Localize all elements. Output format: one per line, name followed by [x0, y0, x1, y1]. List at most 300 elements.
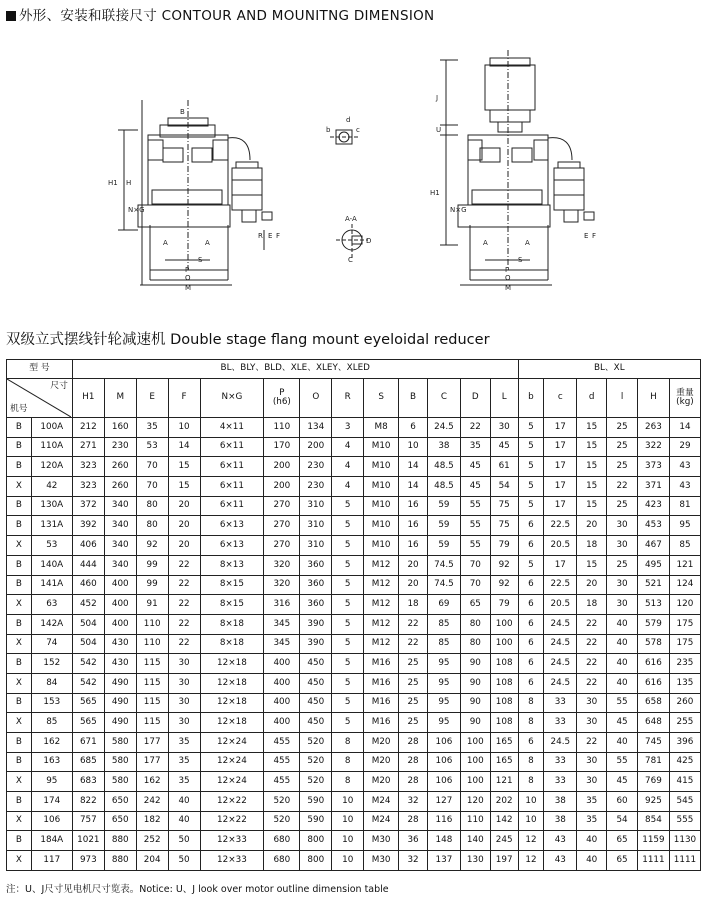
table-cell: 30 — [168, 673, 200, 693]
table-cell: 10 — [518, 792, 544, 812]
table-cell: 36 — [399, 831, 428, 851]
table-cell: 260 — [104, 477, 136, 497]
table-cell: 455 — [264, 772, 300, 792]
shaft-section-drawing — [330, 130, 368, 258]
table-cell: 200 — [264, 477, 300, 497]
table-cell: 74.5 — [427, 555, 460, 575]
table-cell: 117 — [31, 851, 72, 871]
table-cell: 245 — [490, 831, 518, 851]
table-cell: 33 — [544, 713, 577, 733]
table-cell: 310 — [300, 516, 332, 536]
table-cell: 30 — [607, 595, 638, 615]
table-cell: 142 — [490, 811, 518, 831]
table-cell: 616 — [637, 654, 669, 674]
table-cell: 135 — [669, 673, 700, 693]
table-cell: 6×11 — [200, 457, 264, 477]
table-cell: B — [7, 457, 32, 477]
table-cell: 578 — [637, 634, 669, 654]
table-cell: M16 — [364, 693, 399, 713]
table-cell: 55 — [460, 496, 490, 516]
table-cell: 6 — [518, 733, 544, 753]
table-cell: 12 — [518, 831, 544, 851]
table-cell: 5 — [332, 555, 364, 575]
table-cell: 8 — [332, 733, 364, 753]
table-cell: B — [7, 792, 32, 812]
table-cell: 75 — [490, 516, 518, 536]
table-cell: 6×11 — [200, 477, 264, 497]
table-cell: M30 — [364, 831, 399, 851]
table-cell: 579 — [637, 614, 669, 634]
table-cell: 120 — [460, 792, 490, 812]
table-cell: 22 — [168, 575, 200, 595]
left-e-label: E — [268, 232, 273, 240]
table-cell: 127 — [427, 792, 460, 812]
table-cell: 95 — [427, 713, 460, 733]
size-header: 尺寸 — [50, 381, 68, 391]
table-cell: 5 — [518, 437, 544, 457]
table-cell: 53 — [136, 437, 168, 457]
table-cell: 12×18 — [200, 654, 264, 674]
table-cell: 177 — [136, 752, 168, 772]
table-cell: 22 — [168, 595, 200, 615]
table-cell: 5 — [332, 634, 364, 654]
table-cell: 70 — [136, 457, 168, 477]
table-cell: 757 — [72, 811, 104, 831]
table-cell: 455 — [264, 752, 300, 772]
table-cell: 202 — [490, 792, 518, 812]
col-header: E — [136, 379, 168, 418]
table-cell: 24.5 — [544, 673, 577, 693]
table-cell: 162 — [31, 733, 72, 753]
model-header: 型 号 — [7, 360, 73, 379]
table-cell: 444 — [72, 555, 104, 575]
table-cell: 12×24 — [200, 752, 264, 772]
table-cell: 5 — [332, 516, 364, 536]
table-cell: 40 — [607, 654, 638, 674]
table-cell: M30 — [364, 851, 399, 871]
table-cell: 14 — [168, 437, 200, 457]
table-cell: 18 — [577, 536, 607, 556]
table-cell: 345 — [264, 614, 300, 634]
weight-header: 重量 (kg) — [669, 379, 700, 418]
table-cell: 148 — [427, 831, 460, 851]
table-cell: 38 — [544, 811, 577, 831]
table-row — [7, 713, 701, 733]
table-cell: M8 — [364, 418, 399, 438]
table-cell: 323 — [72, 477, 104, 497]
table-cell: 38 — [544, 792, 577, 812]
table-cell: B — [7, 654, 32, 674]
table-cell: 345 — [264, 634, 300, 654]
right-p-label: P — [505, 266, 510, 274]
table-cell: 61 — [490, 457, 518, 477]
table-cell: 63 — [31, 595, 72, 615]
table-cell: 163 — [31, 752, 72, 772]
diagonal-header-cell — [7, 379, 73, 418]
table-cell: 17 — [544, 477, 577, 497]
table-cell: 60 — [607, 792, 638, 812]
table-cell: 20.5 — [544, 536, 577, 556]
table-cell: X — [7, 811, 32, 831]
table-row — [7, 614, 701, 634]
table-cell: 680 — [264, 851, 300, 871]
table-cell: 1130 — [669, 831, 700, 851]
table-cell: 452 — [72, 595, 104, 615]
col-header: C — [427, 379, 460, 418]
table-cell: 5 — [332, 673, 364, 693]
table-cell: 90 — [460, 673, 490, 693]
table-cell: 10 — [168, 418, 200, 438]
table-cell: 373 — [637, 457, 669, 477]
table-cell: 182 — [136, 811, 168, 831]
table-cell: 260 — [104, 457, 136, 477]
table-cell: 110A — [31, 437, 72, 457]
table-cell: B — [7, 693, 32, 713]
table-cell: 22 — [168, 555, 200, 575]
table-cell: X — [7, 477, 32, 497]
table-cell: 50 — [168, 831, 200, 851]
table-cell: 360 — [300, 595, 332, 615]
table-cell: 22.5 — [544, 575, 577, 595]
right-reducer-drawing — [440, 50, 597, 285]
table-row — [7, 595, 701, 615]
table-cell: 12×18 — [200, 713, 264, 733]
machine-header: 机号 — [10, 403, 28, 414]
table-cell: 340 — [104, 536, 136, 556]
table-cell: 252 — [136, 831, 168, 851]
table-cell: 648 — [637, 713, 669, 733]
table-cell: 90 — [460, 693, 490, 713]
group2-header: BL、XL — [518, 360, 700, 379]
table-cell: 513 — [637, 595, 669, 615]
table-cell: 685 — [72, 752, 104, 772]
table-cell: 45 — [607, 713, 638, 733]
dimension-table — [6, 359, 701, 871]
table-cell: 12 — [518, 851, 544, 871]
table-cell: 8 — [332, 772, 364, 792]
table-cell: 1021 — [72, 831, 104, 851]
table-cell: 390 — [300, 614, 332, 634]
table-cell: 65 — [460, 595, 490, 615]
right-e-label: E — [584, 232, 589, 240]
table-row — [7, 418, 701, 438]
table-cell: 55 — [607, 752, 638, 772]
table-cell: 70 — [460, 575, 490, 595]
table-cell: 28 — [399, 733, 428, 753]
table-cell: 110 — [136, 634, 168, 654]
table-cell: 45 — [460, 477, 490, 497]
left-r-label: R — [258, 232, 263, 240]
table-cell: 6×11 — [200, 496, 264, 516]
table-cell: 10 — [332, 851, 364, 871]
table-cell: 14 — [669, 418, 700, 438]
table-cell: 430 — [104, 634, 136, 654]
table-cell: 390 — [300, 634, 332, 654]
table-cell: 22 — [399, 634, 428, 654]
table-cell: X — [7, 673, 32, 693]
table-cell: 43 — [669, 477, 700, 497]
table-cell: 85 — [669, 536, 700, 556]
table-cell: M24 — [364, 792, 399, 812]
table-cell: 40 — [577, 831, 607, 851]
right-ng-label: N×G — [450, 206, 467, 214]
col-header: P (h6) — [264, 379, 300, 418]
table-cell: 35 — [136, 418, 168, 438]
table-cell: 85 — [31, 713, 72, 733]
table-cell: 142A — [31, 614, 72, 634]
table-cell: 100 — [460, 733, 490, 753]
table-cell: 30 — [168, 693, 200, 713]
table-cell: 174 — [31, 792, 72, 812]
table-cell: M16 — [364, 713, 399, 733]
section-d2-label: D — [366, 237, 372, 245]
table-cell: 4 — [332, 477, 364, 497]
table-cell: 400 — [104, 614, 136, 634]
table-cell: 22.5 — [544, 516, 577, 536]
table-cell: 130A — [31, 496, 72, 516]
table-cell: 22 — [399, 614, 428, 634]
table-row — [7, 516, 701, 536]
table-row — [7, 654, 701, 674]
table-cell: 20 — [577, 516, 607, 536]
table-cell: 800 — [300, 851, 332, 871]
table-cell: 230 — [300, 477, 332, 497]
table-cell: 30 — [577, 693, 607, 713]
table-cell: M10 — [364, 536, 399, 556]
table-cell: M12 — [364, 555, 399, 575]
table-cell: 6 — [518, 516, 544, 536]
table-cell: 75 — [490, 496, 518, 516]
table-cell: 270 — [264, 496, 300, 516]
left-p-label: P — [185, 266, 190, 274]
table-cell: 95 — [31, 772, 72, 792]
table-cell: 565 — [72, 693, 104, 713]
table-cell: 121 — [669, 555, 700, 575]
table-cell: 55 — [460, 536, 490, 556]
table-cell: 490 — [104, 713, 136, 733]
table-cell: 6 — [518, 654, 544, 674]
table-cell: 565 — [72, 713, 104, 733]
col-header: b — [518, 379, 544, 418]
table-cell: 80 — [136, 496, 168, 516]
table-cell: 12×24 — [200, 772, 264, 792]
table-cell: 16 — [399, 516, 428, 536]
table-cell: 415 — [669, 772, 700, 792]
table-cell: 43 — [544, 831, 577, 851]
table-cell: 320 — [264, 555, 300, 575]
table-cell: 140A — [31, 555, 72, 575]
table-cell: 430 — [104, 654, 136, 674]
table-cell: 40 — [168, 811, 200, 831]
table-cell: 108 — [490, 713, 518, 733]
table-row — [7, 851, 701, 871]
table-cell: 32 — [399, 851, 428, 871]
table-cell: 10 — [518, 811, 544, 831]
left-h-label: H — [126, 179, 132, 187]
table-cell: 14 — [399, 477, 428, 497]
table-cell: 80 — [460, 614, 490, 634]
table-cell: 30 — [490, 418, 518, 438]
col-header: B — [399, 379, 428, 418]
section-b-label: b — [326, 126, 331, 134]
table-cell: 450 — [300, 693, 332, 713]
right-u-label: U — [436, 126, 442, 134]
table-cell: 50 — [168, 851, 200, 871]
table-cell: 79 — [490, 595, 518, 615]
table-cell: 5 — [332, 614, 364, 634]
table-cell: B — [7, 831, 32, 851]
table-cell: 30 — [607, 575, 638, 595]
right-a1-label: A — [483, 239, 488, 247]
table-cell: 460 — [72, 575, 104, 595]
table-cell: 340 — [104, 496, 136, 516]
table-cell: 322 — [637, 437, 669, 457]
table-cell: 140 — [460, 831, 490, 851]
table-cell: 22 — [168, 614, 200, 634]
table-cell: 95 — [669, 516, 700, 536]
col-header: O — [300, 379, 332, 418]
table-title: 双级立式摆线针轮减速机 Double stage flang mount eyeloidal reducer — [6, 332, 490, 348]
table-cell: 4×11 — [200, 418, 264, 438]
table-cell: X — [7, 851, 32, 871]
right-o-label: O — [505, 274, 511, 282]
table-cell: 14 — [399, 457, 428, 477]
table-cell: 59 — [427, 536, 460, 556]
table-cell: 650 — [104, 792, 136, 812]
table-cell: 658 — [637, 693, 669, 713]
table-cell: 43 — [544, 851, 577, 871]
right-f-label: F — [592, 232, 597, 240]
table-cell: 162 — [136, 772, 168, 792]
right-s-label: S — [518, 256, 523, 264]
table-cell: 6×13 — [200, 536, 264, 556]
table-cell: 95 — [427, 654, 460, 674]
table-cell: 6 — [518, 614, 544, 634]
table-cell: 270 — [264, 516, 300, 536]
table-cell: 24.5 — [544, 733, 577, 753]
table-cell: 22 — [577, 614, 607, 634]
table-cell: 40 — [577, 851, 607, 871]
table-cell: B — [7, 733, 32, 753]
table-row — [7, 536, 701, 556]
table-cell: 800 — [300, 831, 332, 851]
table-cell: 545 — [669, 792, 700, 812]
table-cell: 230 — [104, 437, 136, 457]
right-a2-label: A — [525, 239, 530, 247]
table-cell: 5 — [332, 654, 364, 674]
table-cell: 200 — [300, 437, 332, 457]
table-cell: 495 — [637, 555, 669, 575]
table-cell: 360 — [300, 555, 332, 575]
table-cell: 35 — [168, 752, 200, 772]
table-cell: 542 — [72, 673, 104, 693]
table-cell: 745 — [637, 733, 669, 753]
table-cell: 10 — [332, 792, 364, 812]
table-cell: 316 — [264, 595, 300, 615]
footnote: 注：U、J尺寸见电机尺寸览表。Notice: U、J look over motor outline dimension table — [6, 884, 389, 895]
table-cell: 45 — [607, 772, 638, 792]
table-cell: 22 — [577, 733, 607, 753]
table-cell: 30 — [168, 654, 200, 674]
left-o-label: O — [185, 274, 191, 282]
table-cell: 22 — [607, 477, 638, 497]
table-cell: 20.5 — [544, 595, 577, 615]
table-cell: 450 — [300, 654, 332, 674]
table-cell: 70 — [136, 477, 168, 497]
table-cell: 30 — [577, 713, 607, 733]
table-cell: 396 — [669, 733, 700, 753]
table-cell: 3 — [332, 418, 364, 438]
table-cell: 400 — [264, 673, 300, 693]
table-cell: 650 — [104, 811, 136, 831]
table-cell: 310 — [300, 536, 332, 556]
table-cell: B — [7, 418, 32, 438]
table-cell: 55 — [460, 516, 490, 536]
table-cell: 115 — [136, 654, 168, 674]
table-cell: 184A — [31, 831, 72, 851]
table-cell: 17 — [544, 418, 577, 438]
col-header: c — [544, 379, 577, 418]
table-row — [7, 811, 701, 831]
col-header: D — [460, 379, 490, 418]
table-cell: 6×13 — [200, 516, 264, 536]
table-cell: 5 — [518, 457, 544, 477]
table-cell: 177 — [136, 733, 168, 753]
table-cell: 822 — [72, 792, 104, 812]
table-cell: 91 — [136, 595, 168, 615]
table-row — [7, 634, 701, 654]
table-cell: 400 — [264, 713, 300, 733]
table-cell: 100A — [31, 418, 72, 438]
table-cell: 5 — [518, 496, 544, 516]
col-header: L — [490, 379, 518, 418]
table-cell: 25 — [607, 555, 638, 575]
table-cell: 35 — [577, 792, 607, 812]
table-cell: 371 — [637, 477, 669, 497]
left-m-label: M — [185, 284, 192, 292]
table-cell: 1159 — [637, 831, 669, 851]
table-cell: 65 — [607, 831, 638, 851]
table-cell: 22 — [460, 418, 490, 438]
table-cell: 10 — [332, 811, 364, 831]
table-cell: M10 — [364, 516, 399, 536]
table-cell: 769 — [637, 772, 669, 792]
table-cell: 12×33 — [200, 831, 264, 851]
left-h1-label: H1 — [108, 179, 118, 187]
table-cell: 70 — [460, 555, 490, 575]
table-cell: 4 — [332, 437, 364, 457]
table-cell: 175 — [669, 634, 700, 654]
table-cell: 15 — [577, 477, 607, 497]
table-cell: 40 — [168, 792, 200, 812]
table-cell: 880 — [104, 851, 136, 871]
table-cell: 204 — [136, 851, 168, 871]
table-cell: 235 — [669, 654, 700, 674]
table-cell: 100 — [490, 614, 518, 634]
table-cell: 28 — [399, 752, 428, 772]
table-cell: 8×13 — [200, 555, 264, 575]
table-cell: 33 — [544, 752, 577, 772]
table-cell: 5 — [332, 496, 364, 516]
table-cell: 24.5 — [544, 634, 577, 654]
table-cell: 100 — [460, 752, 490, 772]
table-row — [7, 772, 701, 792]
table-cell: 85 — [427, 614, 460, 634]
table-cell: B — [7, 614, 32, 634]
table-cell: 54 — [607, 811, 638, 831]
table-cell: 6 — [518, 575, 544, 595]
group1-header: BL、BLY、BLD、XLE、XLEY、XLED — [72, 360, 518, 379]
